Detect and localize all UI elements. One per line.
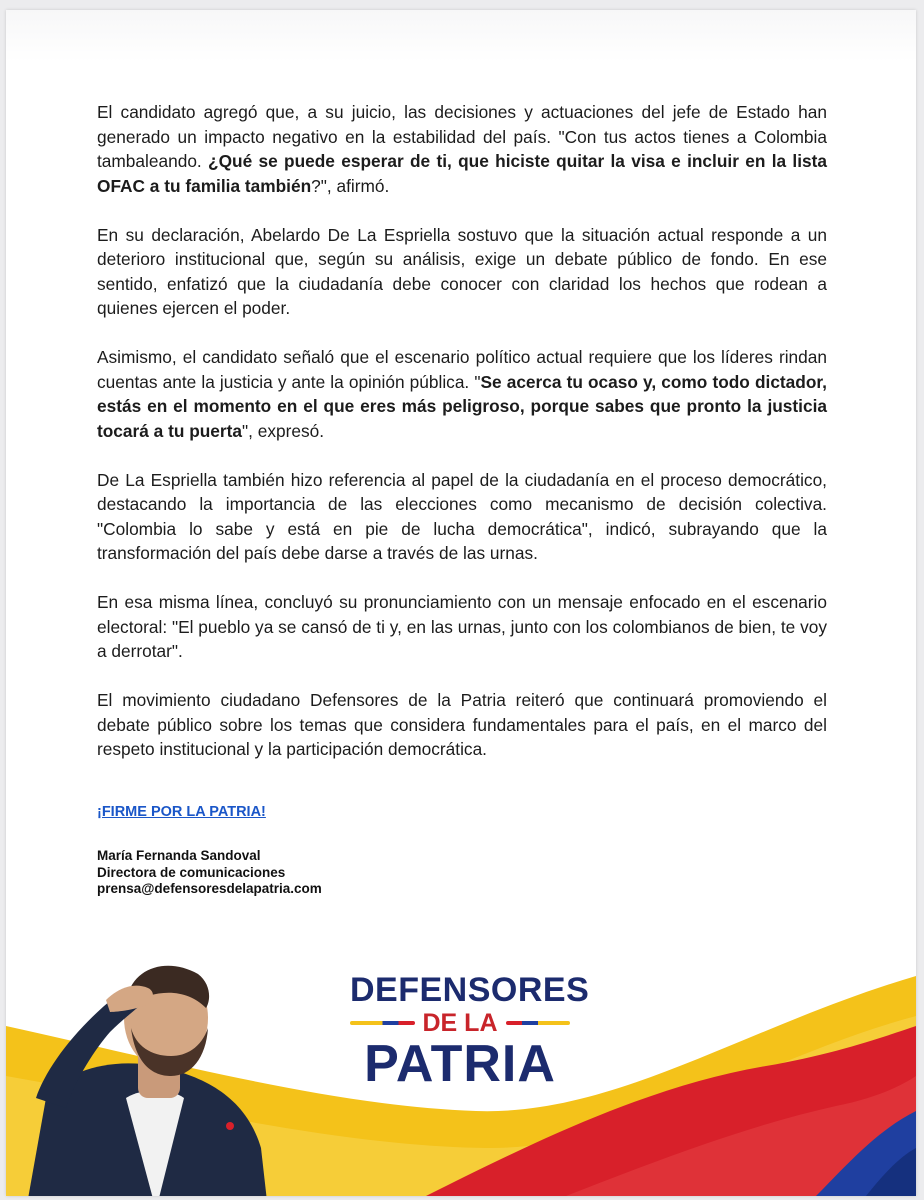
page-top-edge (6, 10, 916, 62)
text-segment: ?", afirmó. (311, 175, 390, 196)
text-segment: De La Espriella también hizo referencia al papel de la ciudadanía en el proceso democrático, destacando la importancia de las elecciones como mecanismo de decisión colectiva. "Colombia lo sabe y está en pie de lucha democrática", indicó, subrayando que la transformación del país debe darse a través de las urnas. (97, 469, 827, 563)
text-segment: Asimismo, el candidato señaló que el escenario político actual requiere que los líderes rindan cuentas ante la justicia y ante la opinión pública. " (97, 347, 827, 392)
signature-email: prensa@defensoresdelapatria.com (97, 881, 322, 896)
text-segment: ", expresó. (242, 420, 325, 441)
firme-por-la-patria-link[interactable]: ¡FIRME POR LA PATRIA! (97, 804, 266, 820)
defensores-de-la-patria-logo (350, 971, 590, 1093)
text-segment: El candidato agregó que, a su juicio, las decisiones y actuaciones del jefe de Estado han generado un impacto negativo en la estabilidad del país. "Con tus actos tienes a Colombia tambaleando. (97, 102, 827, 171)
paragraph-3 (97, 345, 827, 443)
document-page (6, 10, 916, 1196)
text-segment: En su declaración, Abelardo De La Espriella sostuvo que la situación actual responde a un deterioro institucional que, según su análisis, exige un debate público de fondo. En ese sentido, enfatizó que la ciudadanía debe conocer con claridad los hechos que rodean a quienes ejercen el poder. (97, 224, 827, 318)
logo-line-defensores: DEFENSORES (350, 971, 590, 1009)
logo-stripe-left (350, 1021, 415, 1025)
bold-quote: Se acerca tu ocaso y, como todo dictador, estás en el momento en el que eres más peligroso, porque sabes que pronto la justicia tocará a tu puerta (97, 371, 827, 441)
logo-line-patria: PATRIA (364, 1035, 556, 1093)
man-saluting-portrait-icon (6, 948, 276, 1196)
paragraph-1 (97, 100, 827, 198)
paragraph-6 (97, 688, 827, 762)
bold-quote: ¿Qué se puede esperar de ti, que hiciste quitar la visa e incluir en la lista OFAC a tu familia también (97, 151, 827, 196)
signature-name: María Fernanda Sandoval (97, 848, 261, 863)
press-release-body (97, 100, 827, 786)
logo-line-de-la: DE LA (422, 1009, 498, 1037)
signature-role: Directora de comunicaciones (97, 864, 286, 880)
paragraph-4 (97, 468, 827, 566)
paragraph-5 (97, 590, 827, 664)
paragraph-2 (97, 223, 827, 321)
text-segment: El movimiento ciudadano Defensores de la Patria reiteró que continuará promoviendo el debate público sobre los temas que considera fundamentales para el país, en el marco del respeto institucional y la participación democrática. (97, 690, 827, 759)
logo-line-de-la-row (350, 1008, 570, 1038)
logo-stripe-right (506, 1021, 571, 1025)
signature-block (97, 848, 322, 898)
text-segment: En esa misma línea, concluyó su pronunciamiento con un mensaje enfocado en el escenario electoral: "El pueblo ya se cansó de ti y, en las urnas, junto con los colombianos de bien, te voy a derrotar". (97, 592, 827, 661)
